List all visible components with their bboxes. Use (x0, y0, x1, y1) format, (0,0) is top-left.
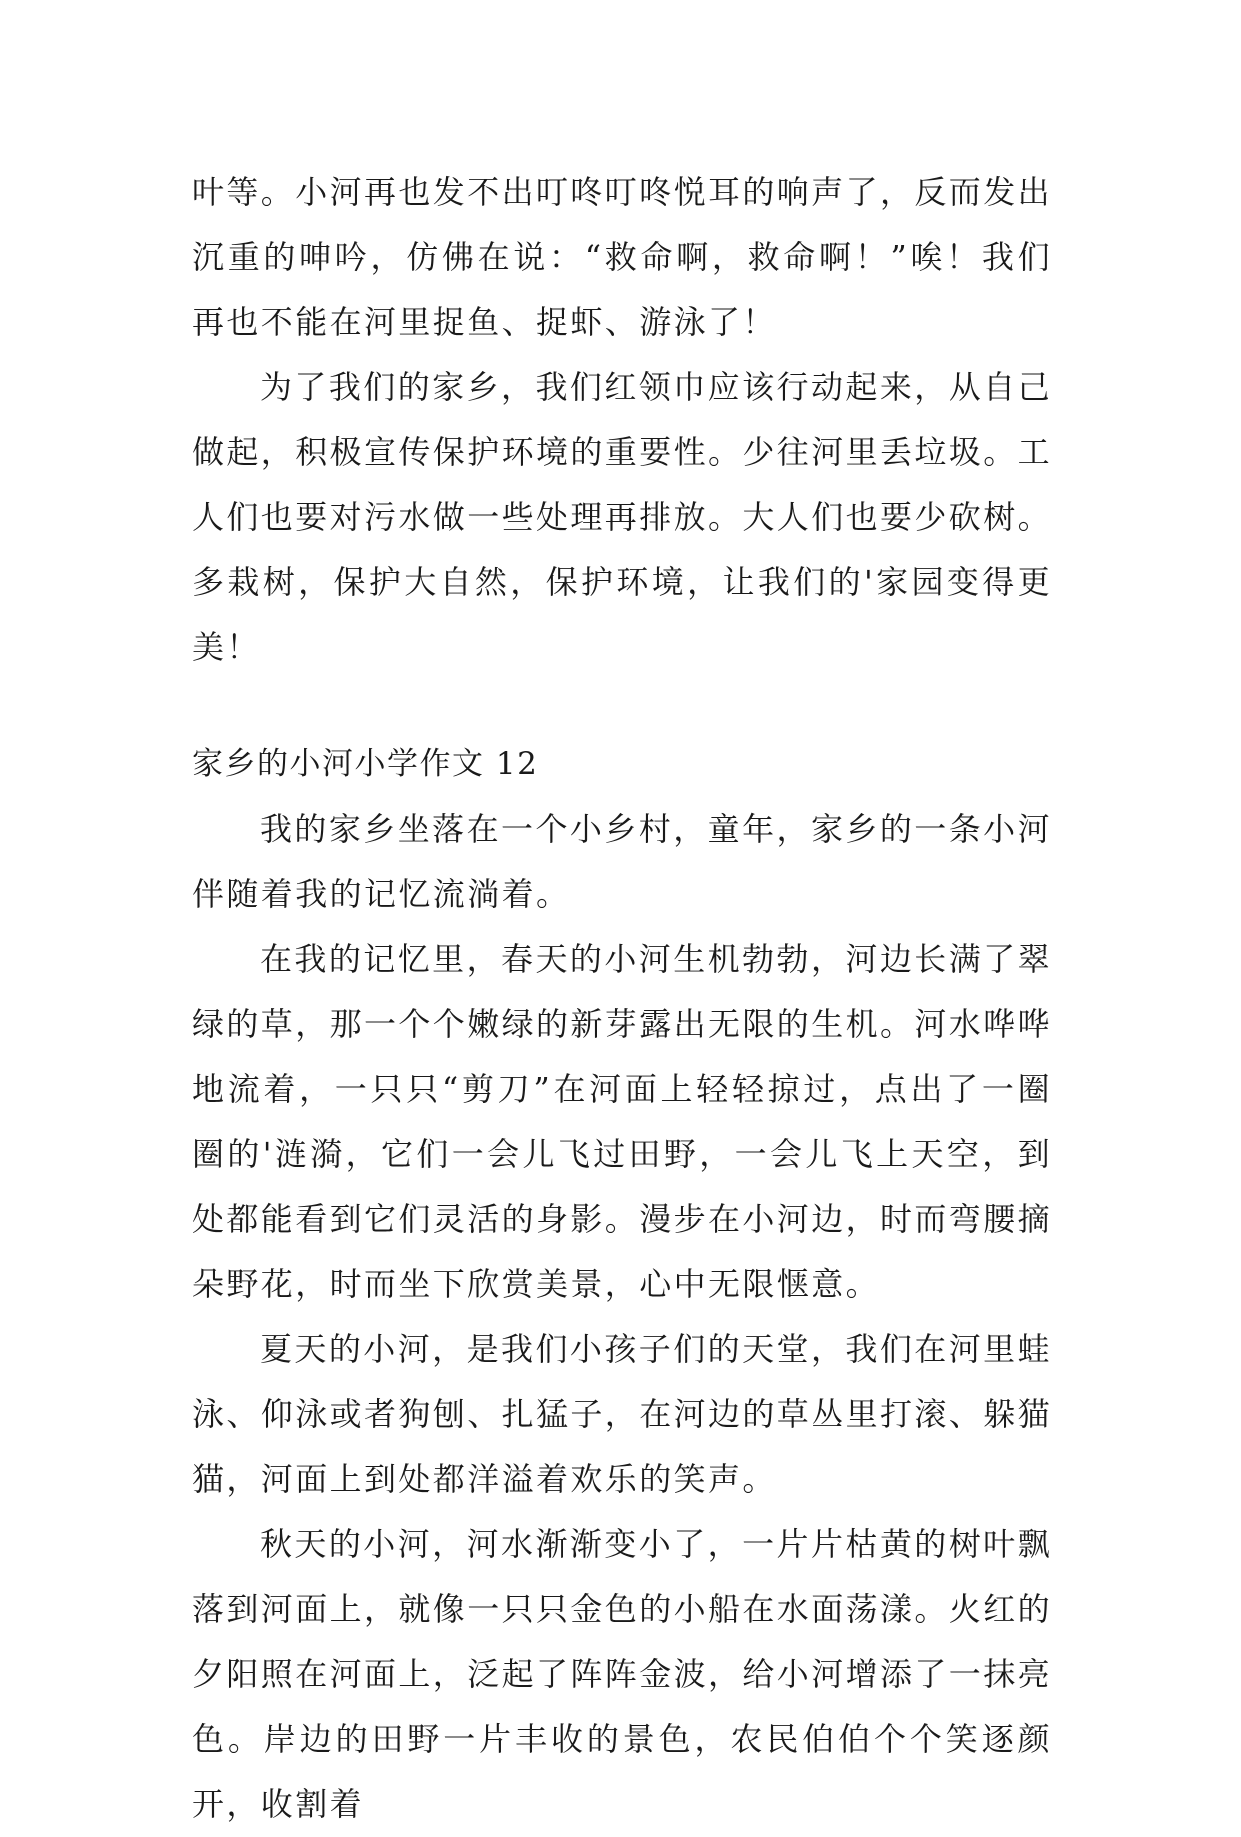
paragraph-call-to-action: 为了我们的家乡，我们红领巾应该行动起来，从自己做起，积极宣传保护环境的重要性。少往河里丢垃圾。工人们也要对污水做一些处理再排放。大人们也要少砍树。多栽树，保护大自然，保护环境，让我们的'家园变得更美！ (192, 368, 1053, 666)
section-spacer (192, 680, 1052, 732)
paragraph-summer: 夏天的小河，是我们小孩子们的天堂，我们在河里蛙泳、仰泳或者狗刨、扎猛子，在河边的草丛里打滚、躲猫猫，河面上到处都洋溢着欢乐的笑声。 (192, 1330, 1053, 1498)
paragraph-continued: 叶等。小河再也发不出叮咚叮咚悦耳的响声了，反而发出沉重的呻吟，仿佛在说：“救命啊，救命啊！”唉！我们再也不能在河里捉鱼、捉虾、游泳了！ (192, 173, 1053, 341)
paragraph-autumn: 秋天的小河，河水渐渐变小了，一片片枯黄的树叶飘落到河面上，就像一只只金色的小船在水面荡漾。火红的夕阳照在河面上，泛起了阵阵金波，给小河增添了一抹亮色。岸边的田野一片丰收的景色，农民伯伯个个笑逐颜开，收割着 (192, 1525, 1053, 1823)
document-body (192, 160, 1052, 1837)
essay-title: 家乡的小河小学作文 12 (192, 746, 539, 782)
paragraph-intro: 我的家乡坐落在一个小乡村，童年，家乡的一条小河伴随着我的记忆流淌着。 (192, 810, 1052, 913)
paragraph-spring: 在我的记忆里，春天的小河生机勃勃，河边长满了翠绿的草，那一个个嫩绿的新芽露出无限的生机。河水哗哗地流着，一只只“剪刀”在河面上轻轻掠过，点出了一圈圈的'涟漪，它们一会儿飞过田野，一会儿飞上天空，到处都能看到它们灵活的身影。漫步在小河边，时而弯腰摘朵野花，时而坐下欣赏美景，心中无限惬意。 (192, 940, 1053, 1303)
